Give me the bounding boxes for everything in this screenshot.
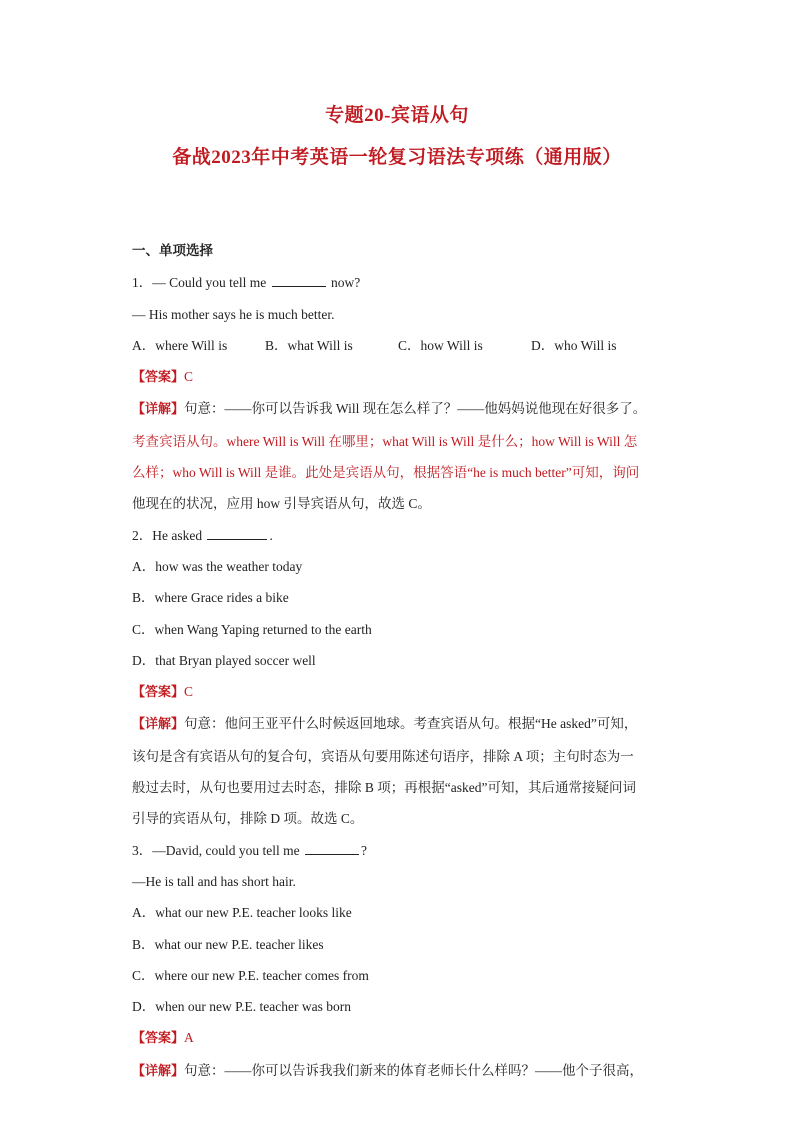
answer-tag: 【答案】: [132, 370, 185, 386]
answer-blank: [305, 840, 359, 855]
answer-blank: [207, 525, 267, 540]
answer-value: C: [184, 369, 194, 385]
question-2-explanation: [132, 708, 664, 834]
question-1-options: [132, 330, 664, 361]
option-d: D．when our new P.E. teacher was born: [132, 999, 351, 1015]
explain-tag: 【详解】: [132, 402, 185, 418]
question-3-stem-text: 3．—David, could you tell me: [132, 842, 300, 858]
option-c: C．when Wang Yaping returned to the earth: [132, 621, 372, 637]
document-subtitle: 备战2023年中考英语一轮复习语法专项练（通用版）: [172, 147, 622, 168]
document-title: 专题20-宾语从句: [325, 105, 469, 126]
explain-line: 考查宾语从句。where Will is Will 在哪里；what Will is Will 是什么；how Will is Will 怎: [132, 433, 638, 449]
explain-line: 引导的宾语从句，排除 D 项。故选 C。: [132, 811, 364, 827]
option-a: A．where Will is: [132, 337, 228, 353]
explain-line: 他现在的状况，应用 how 引导宾语从句，故选 C。: [132, 496, 431, 512]
question-2-stem: [132, 520, 664, 551]
answer-tag: 【答案】: [132, 1031, 185, 1047]
option-a: A．what our new P.E. teacher looks like: [132, 905, 352, 921]
explain-tag: 【详解】: [132, 717, 185, 733]
option-a: A．how was the weather today: [132, 558, 303, 574]
answer-tag: 【答案】: [132, 685, 185, 701]
explain-line: 么样；who Will is Will 是谁。此处是宾语从句，根据答语“he is much better”可知，询问: [132, 465, 640, 481]
option-d: D．that Bryan played soccer well: [132, 652, 316, 668]
explain-line: 该句是含有宾语从句的复合句，宾语从句要用陈述句语序，排除 A 项；主句时态为一: [132, 748, 634, 764]
question-2-stem-text: 2．He asked: [132, 527, 203, 543]
answer-value: C: [184, 684, 194, 700]
answer-value: A: [184, 1030, 194, 1046]
option-c: C．how Will is: [398, 337, 483, 353]
section-heading: 一、单项选择: [132, 243, 213, 259]
question-1-answer: [132, 361, 664, 393]
question-3-stem-tail: ?: [360, 842, 367, 858]
question-3-explanation: [132, 1055, 664, 1087]
question-1-stem-text: 1．— Could you tell me: [132, 275, 267, 291]
option-b: B．what Will is: [265, 337, 353, 353]
explain-line: 句意：他问王亚平什么时候返回地球。考查宾语从句。根据“He asked”可知，: [184, 716, 638, 732]
question-2-answer: [132, 676, 664, 708]
option-b: B．what our new P.E. teacher likes: [132, 936, 324, 952]
question-1-stem: [132, 267, 664, 298]
document-body: [132, 236, 664, 1087]
question-1-stem-tail: now?: [331, 275, 361, 291]
explain-line: 句意：——你可以告诉我 Will 现在怎么样了？——他妈妈说他现在好很多了。: [184, 401, 647, 417]
explain-tag: 【详解】: [132, 1063, 185, 1079]
option-c: C．where our new P.E. teacher comes from: [132, 967, 369, 983]
explain-line: 句意：——你可以告诉我我们新来的体育老师长什么样吗？——他个子很高，: [184, 1062, 644, 1078]
explain-line: 般过去时，从句也要用过去时态，排除 B 项；再根据“asked”可知，其后通常接疑问词: [132, 780, 636, 796]
question-3-answer: [132, 1022, 664, 1054]
question-2-stem-tail: .: [269, 527, 273, 543]
answer-blank: [272, 273, 326, 288]
option-b: B．where Grace rides a bike: [132, 590, 289, 606]
option-d: D．who Will is: [531, 337, 617, 353]
question-1-explanation: [132, 393, 664, 519]
question-3-stem: [132, 835, 664, 866]
question-3-reply: —He is tall and has short hair.: [132, 873, 296, 889]
question-1-reply: — His mother says he is much better.: [132, 306, 335, 322]
